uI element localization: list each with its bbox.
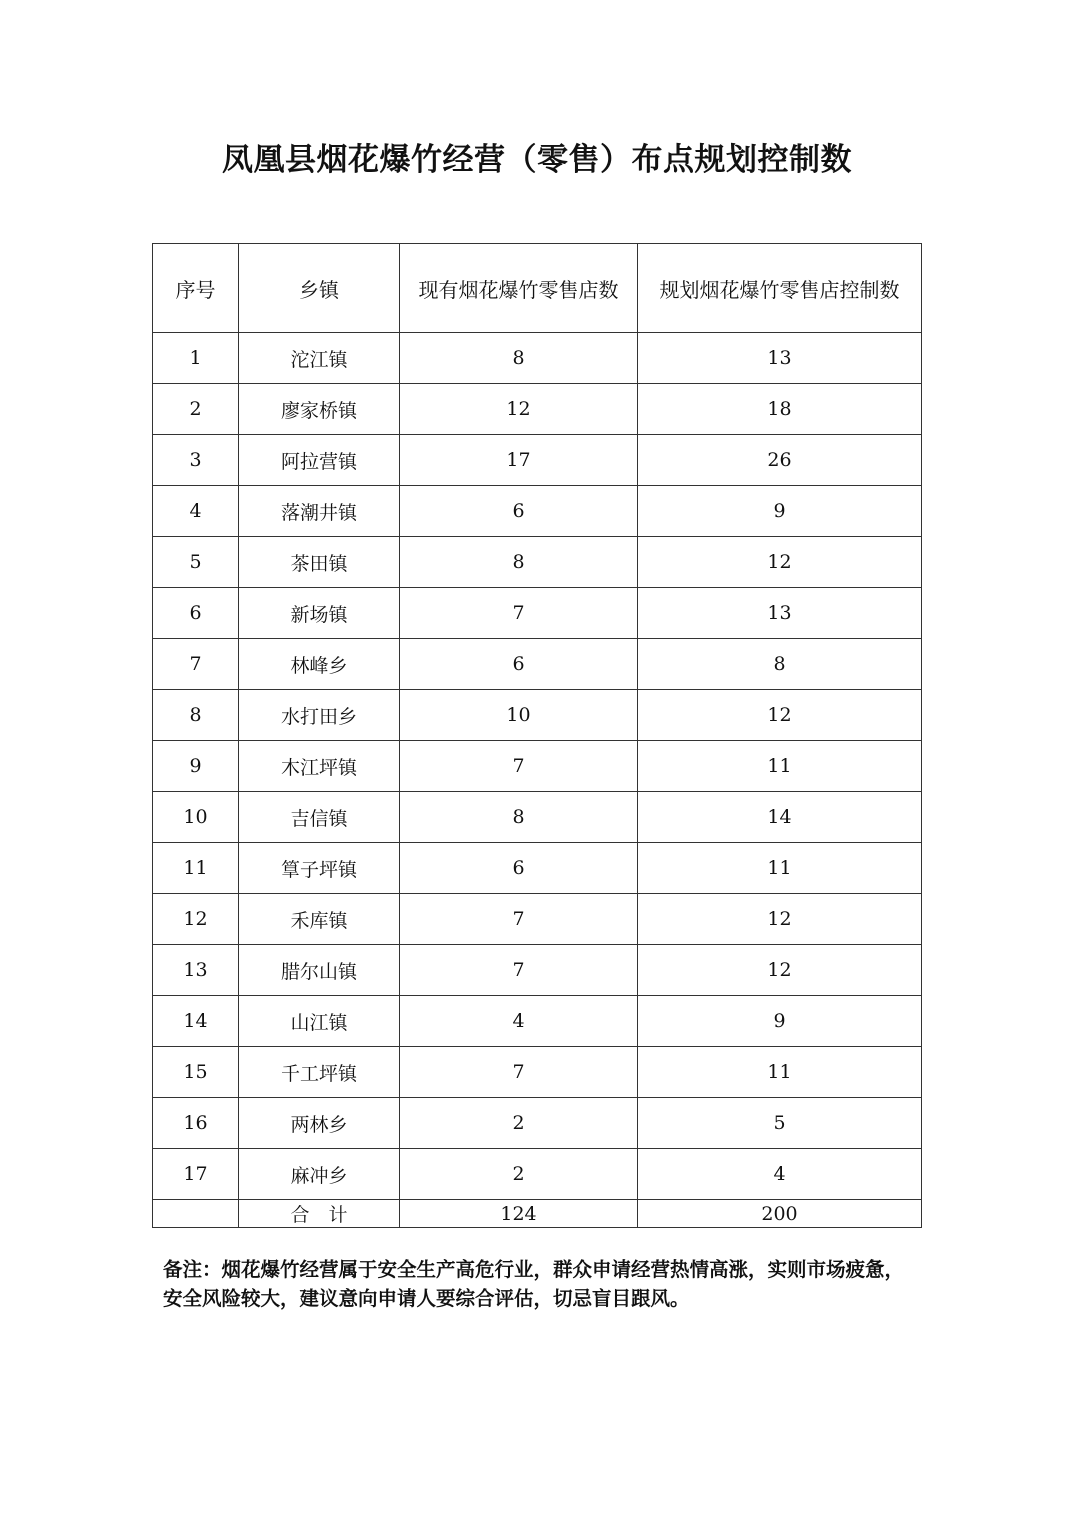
row-existing-cell: 6 (400, 843, 638, 894)
table-row (153, 639, 922, 690)
table-header-row (153, 244, 922, 333)
table-row (153, 486, 922, 537)
row-existing-cell: 4 (400, 996, 638, 1047)
row-serial-cell: 3 (153, 435, 239, 486)
row-serial-cell: 4 (153, 486, 239, 537)
row-existing-cell: 7 (400, 588, 638, 639)
header-planned-stores: 规划烟花爆竹零售店控制数 (638, 244, 922, 333)
row-township-cell: 腊尔山镇 (239, 945, 400, 996)
remark-note: 备注：烟花爆竹经营属于安全生产高危行业，群众申请经营热情高涨，实则市场疲惫，安全风险较大，建议意向申请人要综合评估，切忌盲目跟风。 (163, 1258, 905, 1310)
row-existing-cell: 8 (400, 792, 638, 843)
row-planned-cell: 11 (638, 843, 922, 894)
row-existing-cell: 7 (400, 894, 638, 945)
total-label: 合 计 (239, 1200, 400, 1228)
row-existing-cell: 2 (400, 1149, 638, 1200)
row-serial-cell: 12 (153, 894, 239, 945)
table-row (153, 1149, 922, 1200)
row-planned-cell: 4 (638, 1149, 922, 1200)
row-existing-cell: 12 (400, 384, 638, 435)
row-planned-cell: 9 (638, 486, 922, 537)
table-row (153, 333, 922, 384)
row-serial-cell: 16 (153, 1098, 239, 1149)
table-row (153, 1098, 922, 1149)
table-body (153, 333, 922, 1200)
row-existing-cell: 6 (400, 639, 638, 690)
table-row (153, 384, 922, 435)
row-township-cell: 阿拉营镇 (239, 435, 400, 486)
row-township-cell: 落潮井镇 (239, 486, 400, 537)
row-existing-cell: 8 (400, 537, 638, 588)
row-existing-cell: 7 (400, 1047, 638, 1098)
row-serial-cell: 5 (153, 537, 239, 588)
row-existing-cell: 2 (400, 1098, 638, 1149)
row-township-cell: 麻冲乡 (239, 1149, 400, 1200)
header-serial-number: 序号 (153, 244, 239, 333)
table-row (153, 843, 922, 894)
row-serial-cell: 9 (153, 741, 239, 792)
table-row (153, 741, 922, 792)
row-township-cell: 两林乡 (239, 1098, 400, 1149)
row-planned-cell: 18 (638, 384, 922, 435)
row-planned-cell: 26 (638, 435, 922, 486)
row-township-cell: 廖家桥镇 (239, 384, 400, 435)
table-row (153, 996, 922, 1047)
table-row (153, 588, 922, 639)
row-existing-cell: 8 (400, 333, 638, 384)
row-serial-cell: 17 (153, 1149, 239, 1200)
row-serial-cell: 2 (153, 384, 239, 435)
row-existing-cell: 17 (400, 435, 638, 486)
row-serial-cell: 10 (153, 792, 239, 843)
row-existing-cell: 10 (400, 690, 638, 741)
row-township-cell: 沱江镇 (239, 333, 400, 384)
row-planned-cell: 12 (638, 690, 922, 741)
table-row (153, 435, 922, 486)
row-planned-cell: 5 (638, 1098, 922, 1149)
row-existing-cell: 6 (400, 486, 638, 537)
row-serial-cell: 14 (153, 996, 239, 1047)
row-township-cell: 筸子坪镇 (239, 843, 400, 894)
row-serial-cell: 1 (153, 333, 239, 384)
table-row (153, 1047, 922, 1098)
row-planned-cell: 13 (638, 588, 922, 639)
row-township-cell: 木江坪镇 (239, 741, 400, 792)
row-township-cell: 吉信镇 (239, 792, 400, 843)
row-township-cell: 茶田镇 (239, 537, 400, 588)
row-planned-cell: 11 (638, 1047, 922, 1098)
row-planned-cell: 9 (638, 996, 922, 1047)
document-title: 凤凰县烟花爆竹经营（零售）布点规划控制数 (222, 142, 852, 178)
row-township-cell: 水打田乡 (239, 690, 400, 741)
row-planned-cell: 12 (638, 537, 922, 588)
row-planned-cell: 11 (638, 741, 922, 792)
table-row (153, 537, 922, 588)
row-existing-cell: 7 (400, 741, 638, 792)
row-planned-cell: 14 (638, 792, 922, 843)
header-existing-stores: 现有烟花爆竹零售店数 (400, 244, 638, 333)
table-row (153, 945, 922, 996)
row-serial-cell: 11 (153, 843, 239, 894)
row-township-cell: 禾库镇 (239, 894, 400, 945)
row-township-cell: 新场镇 (239, 588, 400, 639)
retail-plan-table (152, 243, 922, 1228)
total-row (153, 1200, 922, 1228)
row-serial-cell: 15 (153, 1047, 239, 1098)
row-planned-cell: 12 (638, 894, 922, 945)
row-township-cell: 山江镇 (239, 996, 400, 1047)
row-serial-cell: 13 (153, 945, 239, 996)
table-row (153, 792, 922, 843)
total-serial-cell (153, 1200, 239, 1228)
row-township-cell: 千工坪镇 (239, 1047, 400, 1098)
total-planned: 200 (638, 1200, 922, 1228)
total-existing: 124 (400, 1200, 638, 1228)
row-planned-cell: 12 (638, 945, 922, 996)
table-row (153, 690, 922, 741)
table-row (153, 894, 922, 945)
row-planned-cell: 13 (638, 333, 922, 384)
row-township-cell: 林峰乡 (239, 639, 400, 690)
row-existing-cell: 7 (400, 945, 638, 996)
row-serial-cell: 8 (153, 690, 239, 741)
row-planned-cell: 8 (638, 639, 922, 690)
header-township: 乡镇 (239, 244, 400, 333)
row-serial-cell: 6 (153, 588, 239, 639)
row-serial-cell: 7 (153, 639, 239, 690)
